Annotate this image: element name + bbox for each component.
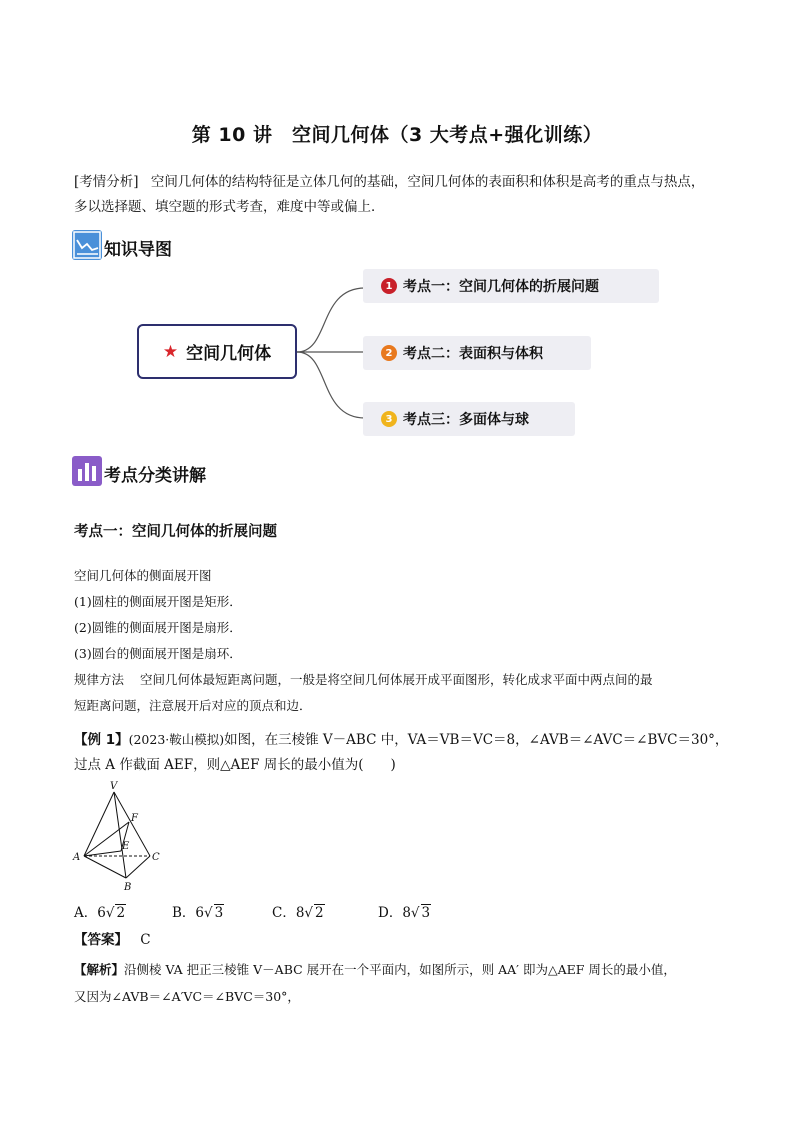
page-title: 第 10 讲 空间几何体（3 大考点+强化训练）: [191, 124, 603, 146]
sqrt-symbol: √ 3: [204, 905, 224, 921]
section-explain-title: 考点分类讲解: [104, 466, 206, 486]
solution: [74, 956, 754, 1010]
mindmap-node-3: [363, 402, 575, 436]
topic1-line: (2)圆锥的侧面展开图是扇形．: [74, 620, 242, 635]
section-mindmap-title: 知识导图: [104, 240, 172, 260]
example-tag: 【例 1】: [74, 732, 129, 748]
sqrt-symbol: √ 2: [304, 905, 324, 921]
analysis-label: [考情分析]: [74, 174, 139, 190]
method-line-1: [74, 667, 734, 693]
number-badge-3: 3: [381, 411, 397, 427]
mindmap-node-label: 考点一：空间几何体的折展问题: [403, 279, 599, 295]
choice-b-text: B．6: [172, 905, 205, 921]
topic1-line: 空间几何体的侧面展开图: [74, 568, 212, 583]
tetrahedron-figure: [70, 780, 170, 896]
bar-chart-icon: [72, 456, 102, 486]
choice-d-text: D．8: [378, 905, 411, 921]
topic1-line: (3)圆台的侧面展开图是扇环．: [74, 646, 242, 661]
choice-a-text: A．6: [74, 905, 106, 921]
answer-line: [74, 928, 151, 953]
sqrt-symbol: √ 3: [410, 905, 431, 921]
solution-label: 【解析】: [74, 962, 125, 977]
choice-c-radicand: 2: [315, 905, 324, 921]
topic1-heading: 考点一：空间几何体的折展问题: [74, 524, 277, 540]
mindmap-node-label: 考点三：多面体与球: [403, 412, 529, 428]
choice-a: [74, 901, 126, 921]
solution-text-2: 又因为∠AVB＝∠A′VC＝∠BVC＝30°，: [74, 989, 300, 1004]
mindmap-connectors: [0, 0, 794, 470]
analysis-text-1: 空间几何体的结构特征是立体几何的基础，空间几何体的表面积和体积是高考的重点与热点，: [150, 174, 705, 190]
choice-a-radicand: 2: [116, 905, 126, 921]
label-B: B: [124, 882, 132, 893]
choice-c: [272, 901, 325, 921]
choice-b: [172, 901, 224, 921]
label-V: V: [110, 781, 118, 792]
topic1-line: (1)圆柱的侧面展开图是矩形．: [74, 594, 242, 609]
label-F: F: [131, 813, 138, 824]
mindmap-root-label: 空间几何体: [186, 344, 272, 364]
sqrt-symbol: √ 2: [105, 905, 126, 921]
number-badge-2: 2: [381, 345, 397, 361]
number-badge-1: 1: [381, 278, 397, 294]
mindmap-node-1: [363, 269, 659, 303]
method-text-2: 短距离问题，注意展开后对应的顶点和边．: [74, 698, 312, 713]
method-text-1: 空间几何体最短距离问题，一般是将空间几何体展开成平面图形，转化成求平面中两点间的最: [140, 672, 653, 687]
example-source: (2023·鞍山模拟): [128, 732, 225, 747]
solution-text-1: 沿侧棱 VA 把正三棱锥 V－ABC 展开在一个平面内，如图所示，则 AA′ 即为△AEF 周长的最小值，: [124, 962, 676, 977]
choice-b-radicand: 3: [214, 905, 224, 921]
star-icon: ★: [162, 341, 179, 362]
example-1: [74, 727, 754, 778]
section-explain-heading: [72, 456, 206, 486]
mindmap-root: [137, 324, 297, 379]
topic1-content: [74, 563, 734, 719]
label-A: A: [73, 852, 81, 863]
choice-d-radicand: 3: [421, 905, 431, 921]
example-line-1: [74, 727, 754, 753]
label-E: E: [122, 841, 130, 852]
example-text-1: 如图，在三棱锥 V－ABC 中，VA＝VB＝VC＝8，∠AVB＝∠AVC＝∠BVC＝30°，: [224, 732, 729, 748]
mindmap-node-2: [363, 336, 591, 370]
choice-c-text: C．8: [272, 905, 305, 921]
answer-label: 【答案】: [74, 932, 128, 948]
solution-line-1: [74, 956, 754, 983]
label-C: C: [152, 852, 160, 863]
choice-d: [378, 901, 431, 921]
method-label: 规律方法: [74, 672, 125, 687]
example-text-2: 过点 A 作截面 AEF，则△AEF 周长的最小值为( ): [74, 757, 396, 773]
mindmap-node-label: 考点二：表面积与体积: [403, 346, 543, 362]
analysis-text-2: 多以选择题、填空题的形式考查，难度中等或偏上．: [74, 199, 385, 215]
answer-value: C: [140, 932, 151, 948]
